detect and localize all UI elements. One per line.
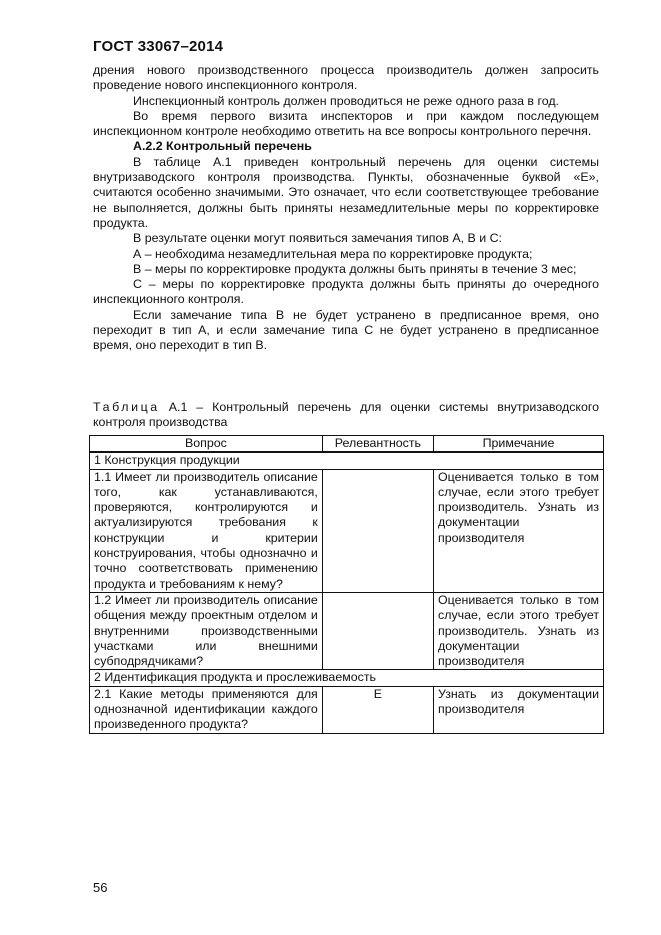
section-heading: А.2.2 Контрольный перечень [133,139,312,154]
paragraph: Инспекционный контроль должен проводиться не реже одного раза в год. [133,93,559,108]
paragraph: В таблице А.1 приведен контрольный перечень для оценки системы внутризаводского контроля производства. Пункты, обозначенные буквой «Е», считаются особенно значимыми. Это означает, что если соответствующее требование не выполняется, должны быть приняты незамедлительные меры по корректировке продукта. [93,154,599,230]
document-code: ГОСТ 33067–2014 [93,38,224,55]
remark-type-c: С – меры по корректировке продукта должны быть приняты до очередного инспекционного контроля. [93,277,599,307]
note-cell: Узнать из документации производителя [434,686,604,733]
relevance-cell [322,469,433,592]
section-row [90,452,604,469]
page-number: 56 [93,880,108,895]
note-cell: Оценивается только в том случае, если этого требует производитель. Узнать из документации производителя [434,592,604,669]
remark-type-b: В – меры по корректировке продукта должны быть приняты в течение 3 мес; [133,261,577,276]
note-cell: Оценивается только в том случае, если этого требует производитель. Узнать из документации производителя [434,469,604,592]
section-title: 2 Идентификация продукта и прослеживаемость [90,670,604,686]
table-row [90,686,604,733]
checklist-table [89,435,604,734]
table-row [90,592,604,669]
paragraph: дрения нового производственного процесса производитель должен запросить проведение нового инспекционного контроля. [93,63,599,93]
table-row [90,469,604,592]
question-cell: 1.1 Имеет ли производитель описание того, как устанавливаются, проверяются, контролируются и актуализируются требования к конструкции и критерии конструирования, чтобы однозначно и точно соответствовать применению продукта и требованиям к нему? [90,469,323,592]
remark-type-a: А – необходима незамедлительная мера по корректировке продукта; [133,246,533,261]
question-cell: 1.2 Имеет ли производитель описание общения между проектным отделом и внутренними производственными участками или внешними субподрядчиками? [90,592,323,669]
table-caption-label: Таблица [93,400,160,414]
relevance-cell: Е [322,686,433,733]
header-relevance: Релевантность [322,436,433,453]
table-caption-text: А.1 – Контрольный перечень для оценки системы внутризаводского контроля производства [93,400,599,430]
header-note: Примечание [434,436,604,453]
paragraph: В результате оценки могут появиться замечания типов А, В и С: [133,231,502,246]
paragraph: Если замечание типа В не будет устранено в предписанное время, оно переходит в тип А, и если замечание типа С не будет устранено в предписанное время, оно переходит в тип В. [93,307,599,353]
relevance-cell [322,592,433,669]
question-cell: 2.1 Какие методы применяются для однозначной идентификации каждого произведенного продукта? [90,686,323,733]
paragraph: Во время первого визита инспекторов и при каждом последующем инспекционном контроле необходимо ответить на все вопросы контрольного перечня. [93,108,599,139]
section-title: 1 Конструкция продукции [90,452,604,469]
header-question: Вопрос [90,436,323,453]
body-text [93,63,599,354]
table-header-row [90,436,604,453]
section-row [90,670,604,686]
table-caption [93,400,599,431]
